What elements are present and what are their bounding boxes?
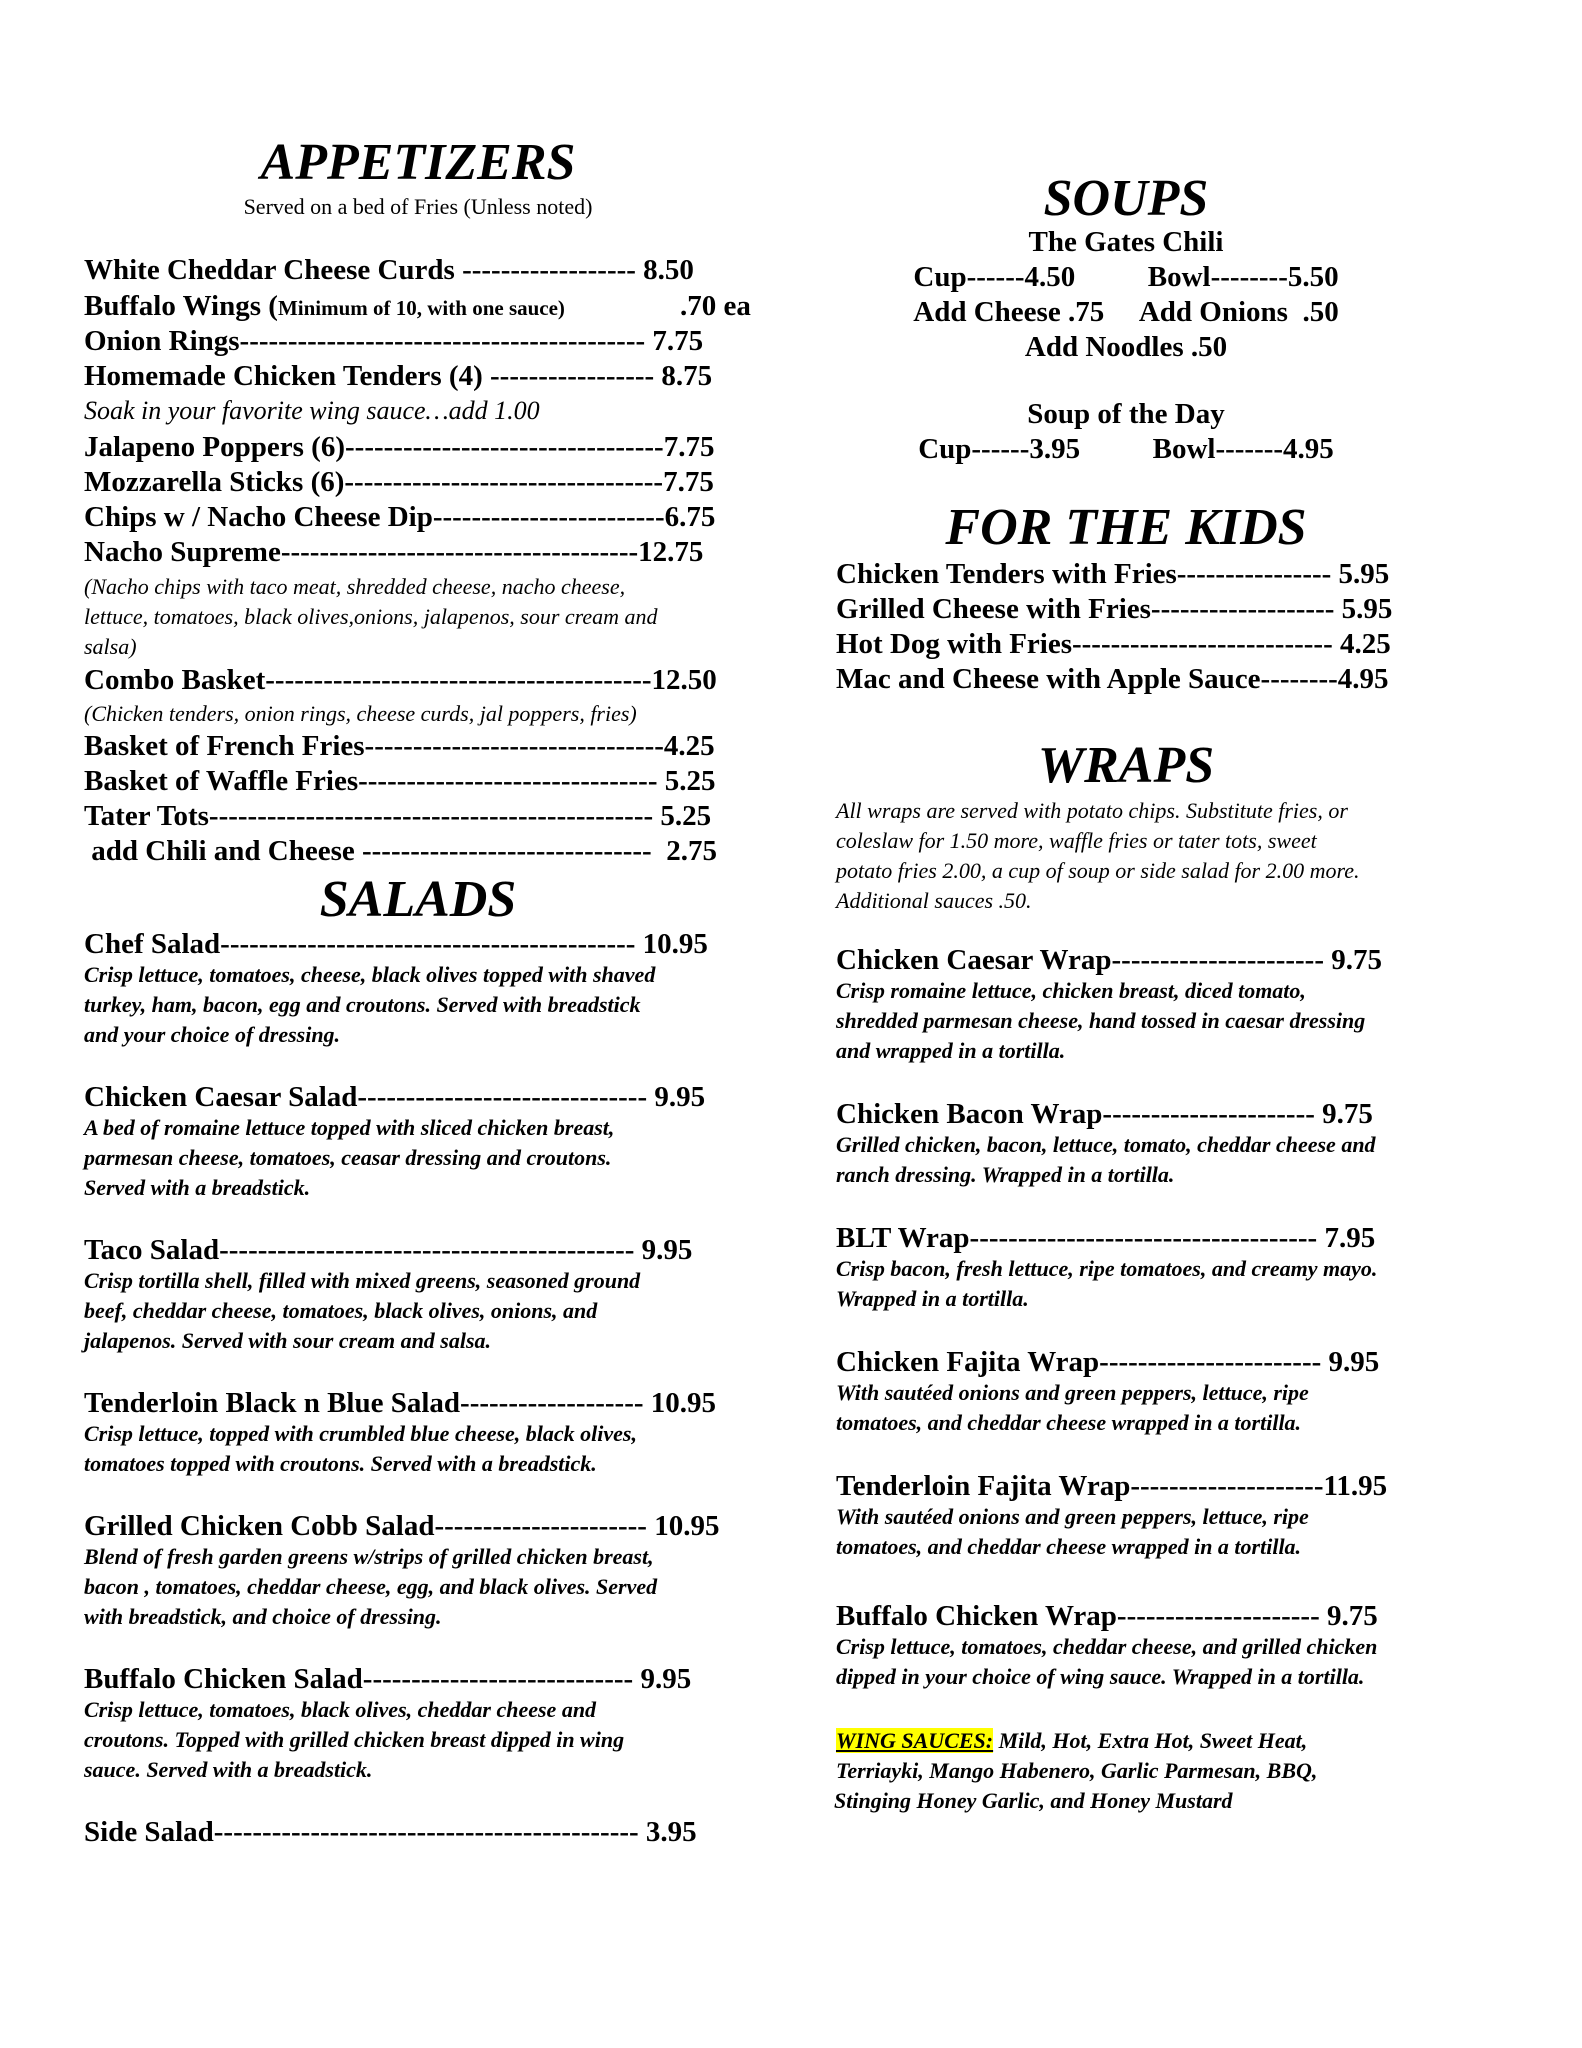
salad-chicken-caesar: Chicken Caesar Salad------------------------------ 9.95 [84,1081,706,1113]
salad-cobb-desc-2: bacon , tomatoes, cheddar cheese, egg, and black olives. Served [84,1574,658,1599]
wing-sauces-label: WING SAUCES: [836,1728,994,1753]
soup-of-the-day: Soup of the Day [1027,398,1225,430]
appetizer-buffalo-wings [84,292,565,321]
wrap-tenderloin-fajita-desc-1: With sautéed onions and green peppers, lettuce, ripe [836,1504,1309,1529]
soup-chili-prices: Cup------4.50 Bowl--------5.50 [913,261,1339,293]
appetizer-chicken-tenders: Homemade Chicken Tenders (4) ----------------- 8.75 [84,360,713,392]
wrap-chicken-bacon-desc-1: Grilled chicken, bacon, lettuce, tomato, cheddar cheese and [836,1132,1376,1157]
appetizers-title: APPETIZERS [260,134,576,191]
appetizer-nacho-supreme: Nacho Supreme-------------------------------------12.75 [84,536,704,568]
salad-buffalo-desc-2: croutons. Topped with grilled chicken breast dipped in wing [84,1727,625,1752]
soup-gates-chili: The Gates Chili [1028,226,1224,258]
nacho-desc-3: salsa) [84,634,137,659]
salad-cobb-desc-1: Blend of fresh garden greens w/strips of grilled chicken breast, [84,1544,654,1569]
salad-cobb: Grilled Chicken Cobb Salad---------------------- 10.95 [84,1510,720,1542]
wrap-buffalo-chicken-desc-2: dipped in your choice of wing sauce. Wrapped in a tortilla. [836,1664,1365,1689]
kids-mac-cheese: Mac and Cheese with Apple Sauce--------4.95 [836,663,1389,695]
wings-note: Minimum of 10, with one sauce) [277,296,565,320]
nacho-desc-2: lettuce, tomatoes, black olives,onions, jalapenos, sour cream and [84,604,658,629]
appetizer-tater-tots: Tater Tots---------------------------------------------- 5.25 [84,800,712,832]
appetizers-subtitle: Served on a bed of Fries (Unless noted) [243,194,593,219]
wrap-tenderloin-fajita: Tenderloin Fajita Wrap--------------------11.95 [836,1470,1388,1502]
appetizer-combo-basket: Combo Basket----------------------------------------12.50 [84,664,717,696]
kids-hot-dog: Hot Dog with Fries--------------------------- 4.25 [836,628,1391,660]
nacho-desc-1: (Nacho chips with taco meat, shredded cheese, nacho cheese, [84,574,626,599]
wing-sauces-list-1: Mild, Hot, Extra Hot, Sweet Heat, [993,1728,1308,1753]
salad-chef-desc-1: Crisp lettuce, tomatoes, cheese, black olives topped with shaved [84,962,656,987]
wings-name: Buffalo Wings ( [84,290,278,322]
wrap-chicken-fajita-desc-1: With sautéed onions and green peppers, lettuce, ripe [836,1380,1309,1405]
wraps-intro-3: potato fries 2.00, a cup of soup or side salad for 2.00 more. [836,858,1360,883]
wrap-buffalo-chicken-desc-1: Crisp lettuce, tomatoes, cheddar cheese, and grilled chicken [836,1634,1378,1659]
wrap-chicken-caesar: Chicken Caesar Wrap---------------------- 9.75 [836,944,1382,976]
salad-chicken-caesar-desc-2: parmesan cheese, tomatoes, ceasar dressing and croutons. [84,1145,612,1170]
soup-add-noodles: Add Noodles .50 [1024,331,1228,363]
salad-side: Side Salad-------------------------------------------- 3.95 [84,1816,697,1848]
salad-chef-desc-3: and your choice of dressing. [84,1022,341,1047]
wrap-blt-desc-1: Crisp bacon, fresh lettuce, ripe tomatoes, and creamy mayo. [836,1256,1378,1281]
salad-taco: Taco Salad------------------------------------------- 9.95 [84,1234,693,1266]
salad-cobb-desc-3: with breadstick, and choice of dressing. [84,1604,442,1629]
wrap-chicken-bacon-desc-2: ranch dressing. Wrapped in a tortilla. [836,1162,1175,1187]
kids-grilled-cheese: Grilled Cheese with Fries------------------- 5.95 [836,593,1393,625]
salad-chicken-caesar-desc-1: A bed of romaine lettuce topped with sliced chicken breast, [84,1115,615,1140]
kids-chicken-tenders: Chicken Tenders with Fries---------------- 5.95 [836,558,1390,590]
salad-buffalo-desc-1: Crisp lettuce, tomatoes, black olives, cheddar cheese and [84,1697,597,1722]
appetizer-add-chili-cheese: add Chili and Cheese ------------------------------ 2.75 [84,835,717,867]
salad-taco-desc-3: jalapenos. Served with sour cream and salsa. [84,1328,492,1353]
soups-title: SOUPS [1043,170,1209,227]
wrap-tenderloin-fajita-desc-2: tomatoes, and cheddar cheese wrapped in a tortilla. [836,1534,1302,1559]
appetizer-mozzarella-sticks: Mozzarella Sticks (6)---------------------------------7.75 [84,466,714,498]
wrap-blt-desc-2: Wrapped in a tortilla. [836,1286,1029,1311]
wrap-chicken-bacon: Chicken Bacon Wrap---------------------- 9.75 [836,1098,1373,1130]
appetizer-jalapeno-poppers: Jalapeno Poppers (6)---------------------------------7.75 [84,431,715,463]
salad-chef: Chef Salad------------------------------------------- 10.95 [84,928,708,960]
salad-taco-desc-1: Crisp tortilla shell, filled with mixed greens, seasoned ground [84,1268,641,1293]
appetizer-onion-rings: Onion Rings------------------------------------------ 7.75 [84,325,704,357]
salad-chicken-caesar-desc-3: Served with a breadstick. [84,1175,311,1200]
salad-tenderloin-desc-1: Crisp lettuce, topped with crumbled blue cheese, black olives, [84,1421,637,1446]
wing-sauces-line-2: Terriayki, Mango Habenero, Garlic Parmesan, BBQ, [836,1758,1318,1783]
salad-tenderloin-black-blue: Tenderloin Black n Blue Salad------------------- 10.95 [84,1387,717,1419]
salads-title: SALADS [319,871,517,928]
appetizer-french-fries: Basket of French Fries-------------------------------4.25 [84,730,715,762]
combo-desc: (Chicken tenders, onion rings, cheese curds, jal poppers, fries) [84,701,637,726]
tenders-note: Soak in your favorite wing sauce…add 1.00 [84,396,540,425]
salad-tenderloin-desc-2: tomatoes topped with croutons. Served with a breadstick. [84,1451,597,1476]
wraps-intro-4: Additional sauces .50. [836,888,1032,913]
kids-title: FOR THE KIDS [945,499,1307,556]
wrap-buffalo-chicken: Buffalo Chicken Wrap--------------------- 9.75 [836,1600,1378,1632]
wing-sauces-line-3: Stinging Honey Garlic, and Honey Mustard [834,1788,1233,1813]
salad-chef-desc-2: turkey, ham, bacon, egg and croutons. Served with breadstick [84,992,641,1017]
wings-price: .70 ea [680,290,751,322]
salad-buffalo-desc-3: sauce. Served with a breadstick. [84,1757,373,1782]
wrap-chicken-fajita: Chicken Fajita Wrap----------------------- 9.95 [836,1346,1380,1378]
appetizer-chips-nacho-dip: Chips w / Nacho Cheese Dip------------------------6.75 [84,501,716,533]
appetizer-waffle-fries: Basket of Waffle Fries------------------------------- 5.25 [84,765,716,797]
soup-chili-addons: Add Cheese .75 Add Onions .50 [913,296,1339,328]
wrap-chicken-caesar-desc-1: Crisp romaine lettuce, chicken breast, diced tomato, [836,978,1306,1003]
salad-taco-desc-2: beef, cheddar cheese, tomatoes, black olives, onions, and [84,1298,598,1323]
wrap-chicken-fajita-desc-2: tomatoes, and cheddar cheese wrapped in a tortilla. [836,1410,1302,1435]
soup-day-prices: Cup------3.95 Bowl-------4.95 [918,433,1334,465]
wraps-title: WRAPS [1037,737,1215,794]
wrap-blt: BLT Wrap------------------------------------ 7.95 [836,1222,1376,1254]
wraps-intro-1: All wraps are served with potato chips. Substitute fries, or [836,798,1348,823]
wraps-intro-2: coleslaw for 1.50 more, waffle fries or tater tots, sweet [836,828,1317,853]
salad-buffalo-chicken: Buffalo Chicken Salad---------------------------- 9.95 [84,1663,692,1695]
appetizer-cheese-curds: White Cheddar Cheese Curds ------------------ 8.50 [84,254,694,286]
wrap-chicken-caesar-desc-3: and wrapped in a tortilla. [836,1038,1066,1063]
wrap-chicken-caesar-desc-2: shredded parmesan cheese, hand tossed in caesar dressing [836,1008,1366,1033]
wing-sauces-line-1 [836,1726,1307,1756]
